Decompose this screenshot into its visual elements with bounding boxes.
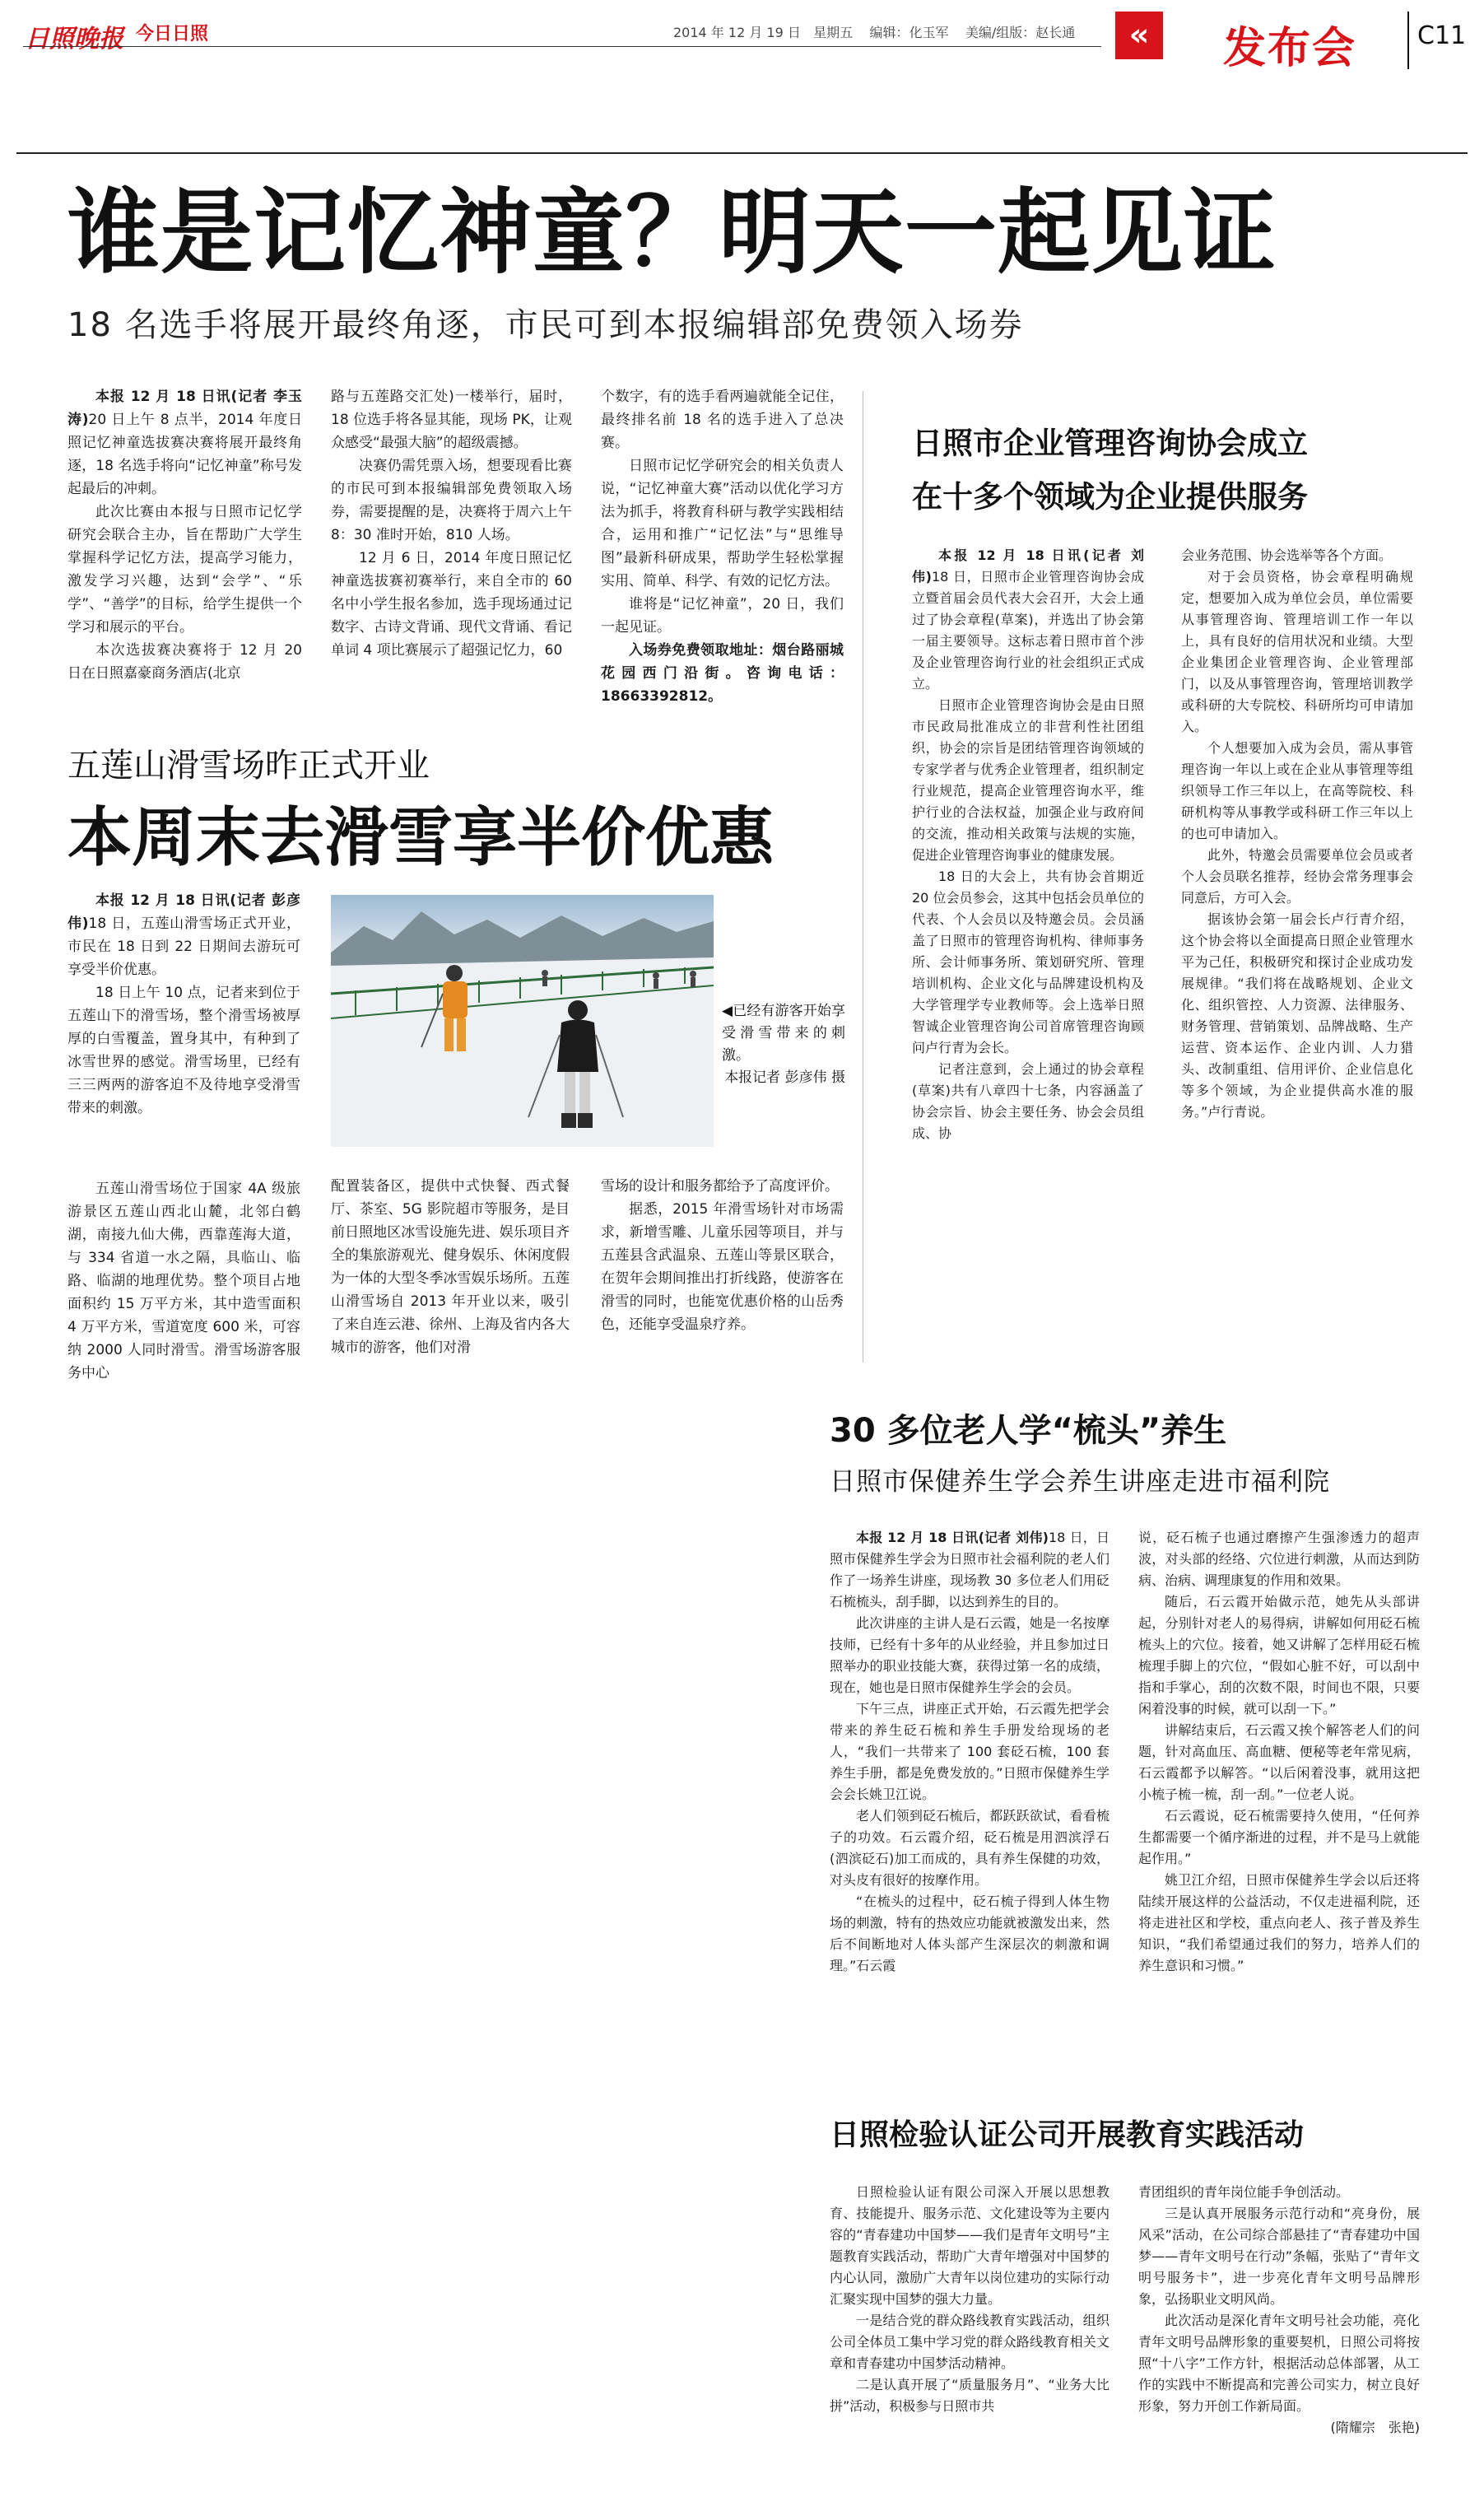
lead-col-1 [67,385,302,715]
paragraph: 石云霞说，砭石梳需要持久使用，“任何养生都需要一个循序渐进的过程，并不是马上就能起作用。” [1138,1808,1420,1866]
section-title: 发布会 [1223,24,1357,73]
paragraph: 对于会员资格，协会章程明确规定，想要加入成为单位会员，单位需要从事管理咨询、管理培训工作一年以上，具有良好的信用状况和业绩。大型企业集团企业管理咨询、企业管理部门，以及从事管理咨询，管理培训教学或科研的大专院校、科研所均可申请加入。 [1181,569,1413,734]
paragraph: 此次比赛由本报与日照市记忆学研究会联合主办，旨在帮助广大学生掌握科学记忆方法，提高学习能力，激发学习兴趣，达到“会学”、“乐学”、“善学”的目标，给学生提供一个学习和展示的平台。 [67,504,302,636]
inspection-headline: 日照检验认证公司开展教育实践活动 [830,2118,1305,2152]
paragraph: 随后，石云霞开始做示范，她先从头部讲起，分别针对老人的易得病，讲解如何用砭石梳梳头上的穴位。接着，她又讲解了怎样用砭石梳梳理手脚上的穴位，“假如心脏不好，可以刮中指和手掌心，刮的次数不限，时间也不限，只要闲着没事的时候，就可以刮一下。” [1138,1594,1420,1717]
paragraph: 此次讲座的主讲人是石云霞，她是一名按摩技师，已经有十多年的从业经验，并且参加过日照举办的职业技能大赛，获得过第一名的成绩，现在，她也是日照市保健养生学会的会员。 [830,1615,1110,1695]
ski-kicker: 五莲山滑雪场昨正式开业 [67,747,430,785]
photo-caption [722,1000,845,1089]
paragraph: 说，砭石梳子也通过磨擦产生强渗透力的超声波，对头部的经络、穴位进行刺激，从而达到防病、治病、调理康复的作用和效果。 [1138,1530,1420,1588]
lead-dateline: 本报 12 月 18 日讯(记者 李玉涛) [67,389,302,428]
paragraph: 日照市记忆学研究会的相关负责人说，“记忆神童大赛”活动以优化学习方法为抓手，将教育科研与教学实践相结合，运用和推广“记忆法”与“思维导图”最新科研成果，帮助学生轻松掌握实用、简单、科学、有效的记忆方法。 [601,458,844,589]
paragraph: 姚卫江介绍，日照市保健养生学会以后还将陆续开展这样的公益活动，不仅走进福利院，还将走进社区和学校，重点向老人、孩子普及养生知识，“我们希望通过我们的努力，培养人们的养生意识和习惯。” [1138,1872,1420,1973]
paragraph: 18 日上午 10 点，记者来到位于五莲山下的滑雪场，整个滑雪场被厚厚的白雪覆盖，置身其中，有种到了冰雪世界的感觉。滑雪场里，已经有三三两两的游客迫不及待地享受滑雪带来的刺激。 [67,985,300,1116]
photo-caption-text: ◀已经有游客开始享受滑雪带来的刺激。 [722,1003,845,1064]
paragraph: 此次活动是深化青年文明号社会功能，亮化青年文明号品牌形象的重要契机，日照公司将按照“十八字”工作方针，根据活动总体部署，从工作的实践中不断提高和完善公司实力，树立良好形象，努力开创工作新局面。 [1138,2313,1420,2414]
paragraph: 日照市企业管理咨询协会是由日照市民政局批准成立的非营利性社团组织，协会的宗旨是团结管理咨询领域的专家学者与优秀企业管理者，组织制定行业规范，提高企业管理咨询水平，维护行业的合法权益，加强企业与政府间的交流，推动相关政策与法规的实施，促进企业管理咨询事业的健康发展。 [912,697,1144,863]
paragraph: 个数字，有的选手看两遍就能全记住，最终排名前 18 名的选手进入了总决赛。 [601,389,844,451]
paragraph: 18 日，日照市保健养生学会为日照市社会福利院的老人们作了一场养生讲座，现场教 30 多位老人们用砭石梳梳头，刮手脚，以达到养生的目的。 [830,1530,1110,1610]
paragraph: 谁将是“记忆神童”，20 日，我们一起见证。 [601,596,844,636]
header-rule [16,152,1468,154]
paragraph: 三是认真开展服务示范行动和“亮身份，展风采”活动，在公司综合部悬挂了“青春建功中国梦——青年文明号在行动”条幅，张贴了“青年文明号服务卡”，进一步亮化青年文明号品牌形象，弘扬职业文明风尚。 [1138,2206,1420,2307]
lead-col-3 [601,385,844,715]
consult-dateline: 本报 12 月 18 日讯(记者 刘伟) [912,547,1144,585]
consult-headline-1: 日照市企业管理咨询协会成立 [912,426,1308,461]
consult-col-1 [912,545,1144,1368]
paragraph: 12 月 6 日，2014 年度日照记忆神童选拔赛初赛举行，来自全市的 60 名中小学生报名参加，选手现场通过记数字、古诗文背诵、现代文背诵、看记单词 4 项比赛展示了超强记忆力，60 [331,550,572,659]
ticket-address: 入场券免费领取地址：烟台路丽城花园西门沿街。咨询电话：18663392812。 [601,642,844,705]
ski-col-1-bottom [67,1177,300,1385]
paragraph: 18 日，五莲山滑雪场正式开业，市民在 18 日到 22 日期间去游玩可享受半价优惠。 [67,915,300,978]
photo-credit: 本报记者 彭彦伟 摄 [724,1069,845,1086]
issue-date: 2014 年 12 月 19 日 [673,25,801,40]
paragraph: 18 日，日照市企业管理咨询协会成立暨首届会员代表大会召开，大会上通过了协会章程(草案)，并选出了协会第一届主要领导。这标志着日照市首个涉及企业管理咨询行业的社会组织正式成立。 [912,569,1144,692]
paragraph: 下午三点，讲座正式开始，石云霞先把学会带来的养生砭石梳和养生手册发给现场的老人，“我们一共带来了 100 套砭石梳，100 套养生手册，都是免费发放的。”日照市保健养生学会会长姚卫江说。 [830,1701,1110,1802]
issue-weekday: 星期五 [813,25,854,40]
lead-headline: 谁是记忆神童？明天一起见证 [67,179,1277,287]
paragraph: 据该协会第一届会长卢行青介绍，这个协会将以全面提高日照企业管理水平为己任，积极研究和探讨企业成功发展规律。“我们将在战略规划、企业文化、组织管控、人力资源、法律服务、财务管理、营销策划、品牌战略、生产运营、资本运作、企业内训、人力猎头、改制重组、信用评价、企业信息化等多个领域，为企业提供高水准的服务。”卢行青说。 [1181,911,1413,1120]
newspaper-brand: 日照晚报 [25,25,123,54]
paragraph: 讲解结束后，石云霞又挨个解答老人们的问题，针对高血压、高血糖、便秘等老年常见病，石云霞都予以解答。“以后闲着没事，就用这把小梳子梳一梳，刮一刮。”一位老人说。 [1138,1722,1420,1802]
page-number-divider [1407,12,1409,69]
elderly-subhead: 日照市保健养生学会养生讲座走进市福利院 [830,1467,1330,1497]
elderly-headline: 30 多位老人学“梳头”养生 [830,1412,1227,1450]
paragraph: 决赛仍需凭票入场，想要现看比赛的市民可到本报编辑部免费领取入场券，需要提醒的是，决赛将于周六上午 8：30 准时开始，810 人场。 [331,458,572,543]
elderly-col-1 [830,1527,1110,2095]
paragraph: 记者注意到，会上通过的协会章程(草案)共有八章四十七条，内容涵盖了协会宗旨、协会主要任务、协会会员组成、协 [912,1061,1144,1141]
header-underline [23,46,1101,47]
inspection-col-2 [1138,2182,1420,2499]
ski-headline: 本周末去滑雪享半价优惠 [67,801,775,875]
paragraph: “在梳头的过程中，砭石梳子得到人体生物场的刺激，特有的热效应功能就被激发出来，然后不间断地对人体头部产生深层次的刺激和调理。”石云霞 [830,1894,1110,1973]
paragraph: 20 日上午 8 点半，2014 年度日照记忆神童选拔赛决赛将展开最终角逐，18 名选手将向“记忆神童”称号发起最后的冲刺。 [67,412,302,497]
paragraph: 据悉，2015 年滑雪场针对市场需求，新增雪雕、儿童乐园等项目，并与五莲县含武温泉、五莲山等景区联合，在贺年会期间推出打折线路，使游客在滑雪的同时，也能宽优惠价格的山岳秀色，还能享受温泉疗养。 [601,1201,844,1333]
ski-col-2 [331,1175,570,1382]
lead-col-2 [331,385,572,715]
consult-col-2 [1181,545,1413,1368]
consult-headline-2: 在十多个领域为企业提供服务 [912,479,1308,515]
editor-credit: 编辑：化玉军 [869,25,949,40]
ski-col-1-top [67,889,300,1136]
inspection-col-1 [830,2182,1110,2499]
ski-col-3 [601,1175,844,1382]
elderly-col-2 [1138,1527,1420,2095]
paragraph: 五莲山滑雪场位于国家 4A 级旅游景区五莲山西北山麓，北邻白鹤湖，南接九仙大佛，西靠莲海大道，与 334 省道一水之隔，具临山、临路、临湖的地理优势。整个项目占地面积约 15 万平方米，其中造雪面积 4 万平方米，雪道宽度 600 米，可容纳 2000 人同时滑雪。滑雪场游客服务中心 [67,1181,300,1381]
paragraph: 此外，特邀会员需要单位会员或者个人会员联名推荐，经协会常务理事会同意后，方可入会。 [1181,847,1413,906]
paragraph: 配置装备区，提供中式快餐、西式餐厅、茶室、5G 影院超市等服务，是目前日照地区冰雪设施先进、娱乐项目齐全的集旅游观光、健身娱乐、休闲度假为一体的大型冬季冰雪娱乐场所。五莲山滑雪场自 2013 年开业以来，吸引了来自连云港、徐州、上海及省内各大城市的游客，他们对滑 [331,1178,570,1356]
paragraph: 雪场的设计和服务都给予了高度评价。 [601,1178,839,1195]
chevron-left-icon: « [1115,12,1163,59]
paragraph: 18 日的大会上，共有协会首期近 20 位会员参会，这其中包括会员单位的代表、个人会员以及特邀会员。会员涵盖了日照市的管理咨询机构、律师事务所、会计师事务所、策划研究所、管理培训机构、企业文化与品牌建设机构及大学管理学专业教师等。会上选举日照智诚企业管理咨询公司首席管理咨询顾问卢行青为会长。 [912,869,1144,1055]
page-number: C11 [1417,21,1467,50]
paragraph: 会业务范围、协会选举等各个方面。 [1181,547,1393,563]
elderly-dateline: 本报 12 月 18 日讯(记者 刘伟) [856,1530,1049,1545]
designer-credit: 美编/组版：赵长通 [965,25,1076,40]
header-meta [673,22,1075,41]
paragraph: 个人想要加入成为会员，需从事管理咨询一年以上或在企业从事管理等组织领导工作三年以上，在高等院校、科研机构等从事教学或科研工作三年以上的也可申请加入。 [1181,740,1413,841]
paragraph: 路与五莲路交汇处)一楼举行，届时，18 位选手将各显其能，现场 PK，让观众感受“最强大脑”的超级震撼。 [331,389,572,451]
paragraph: 本次选拔赛决赛将于 12 月 20 日在日照嘉豪商务酒店(北京 [67,642,302,682]
paragraph: 日照检验认证有限公司深入开展以思想教育、技能提升、服务示范、文化建设等为主要内容的“青春建功中国梦——我们是青年文明号”主题教育实践活动，帮助广大青年增强对中国梦的内心认同，激励广大青年以岗位建功的实际行动汇聚实现中国梦的强大力量。 [830,2184,1110,2307]
paragraph: 一是结合党的群众路线教育实践活动，组织公司全体员工集中学习党的群众路线教育相关文章和青春建功中国梦活动精神。 [830,2313,1110,2371]
section-label-left: 今日日照 [136,24,209,44]
lead-subhead: 18 名选手将展开最终角逐，市民可到本报编辑部免费领入场券 [67,306,1024,344]
ski-photo [331,895,714,1147]
byline: (隋耀宗 张艳) [1330,2420,1420,2435]
paragraph: 二是认真开展了“质量服务月”、“业务大比拼”活动，积极参与日照市共 [830,2377,1110,2414]
ski-dateline: 本报 12 月 18 日讯(记者 彭彦伟) [67,892,300,932]
paragraph: 老人们领到砭石梳后，都跃跃欲试，看看梳子的功效。石云霞介绍，砭石梳是用泗滨浮石(泗滨砭石)加工而成的，具有养生保健的功效，对头皮有很好的按摩作用。 [830,1808,1110,1888]
paragraph: 青团组织的青年岗位能手争创活动。 [1138,2184,1350,2200]
